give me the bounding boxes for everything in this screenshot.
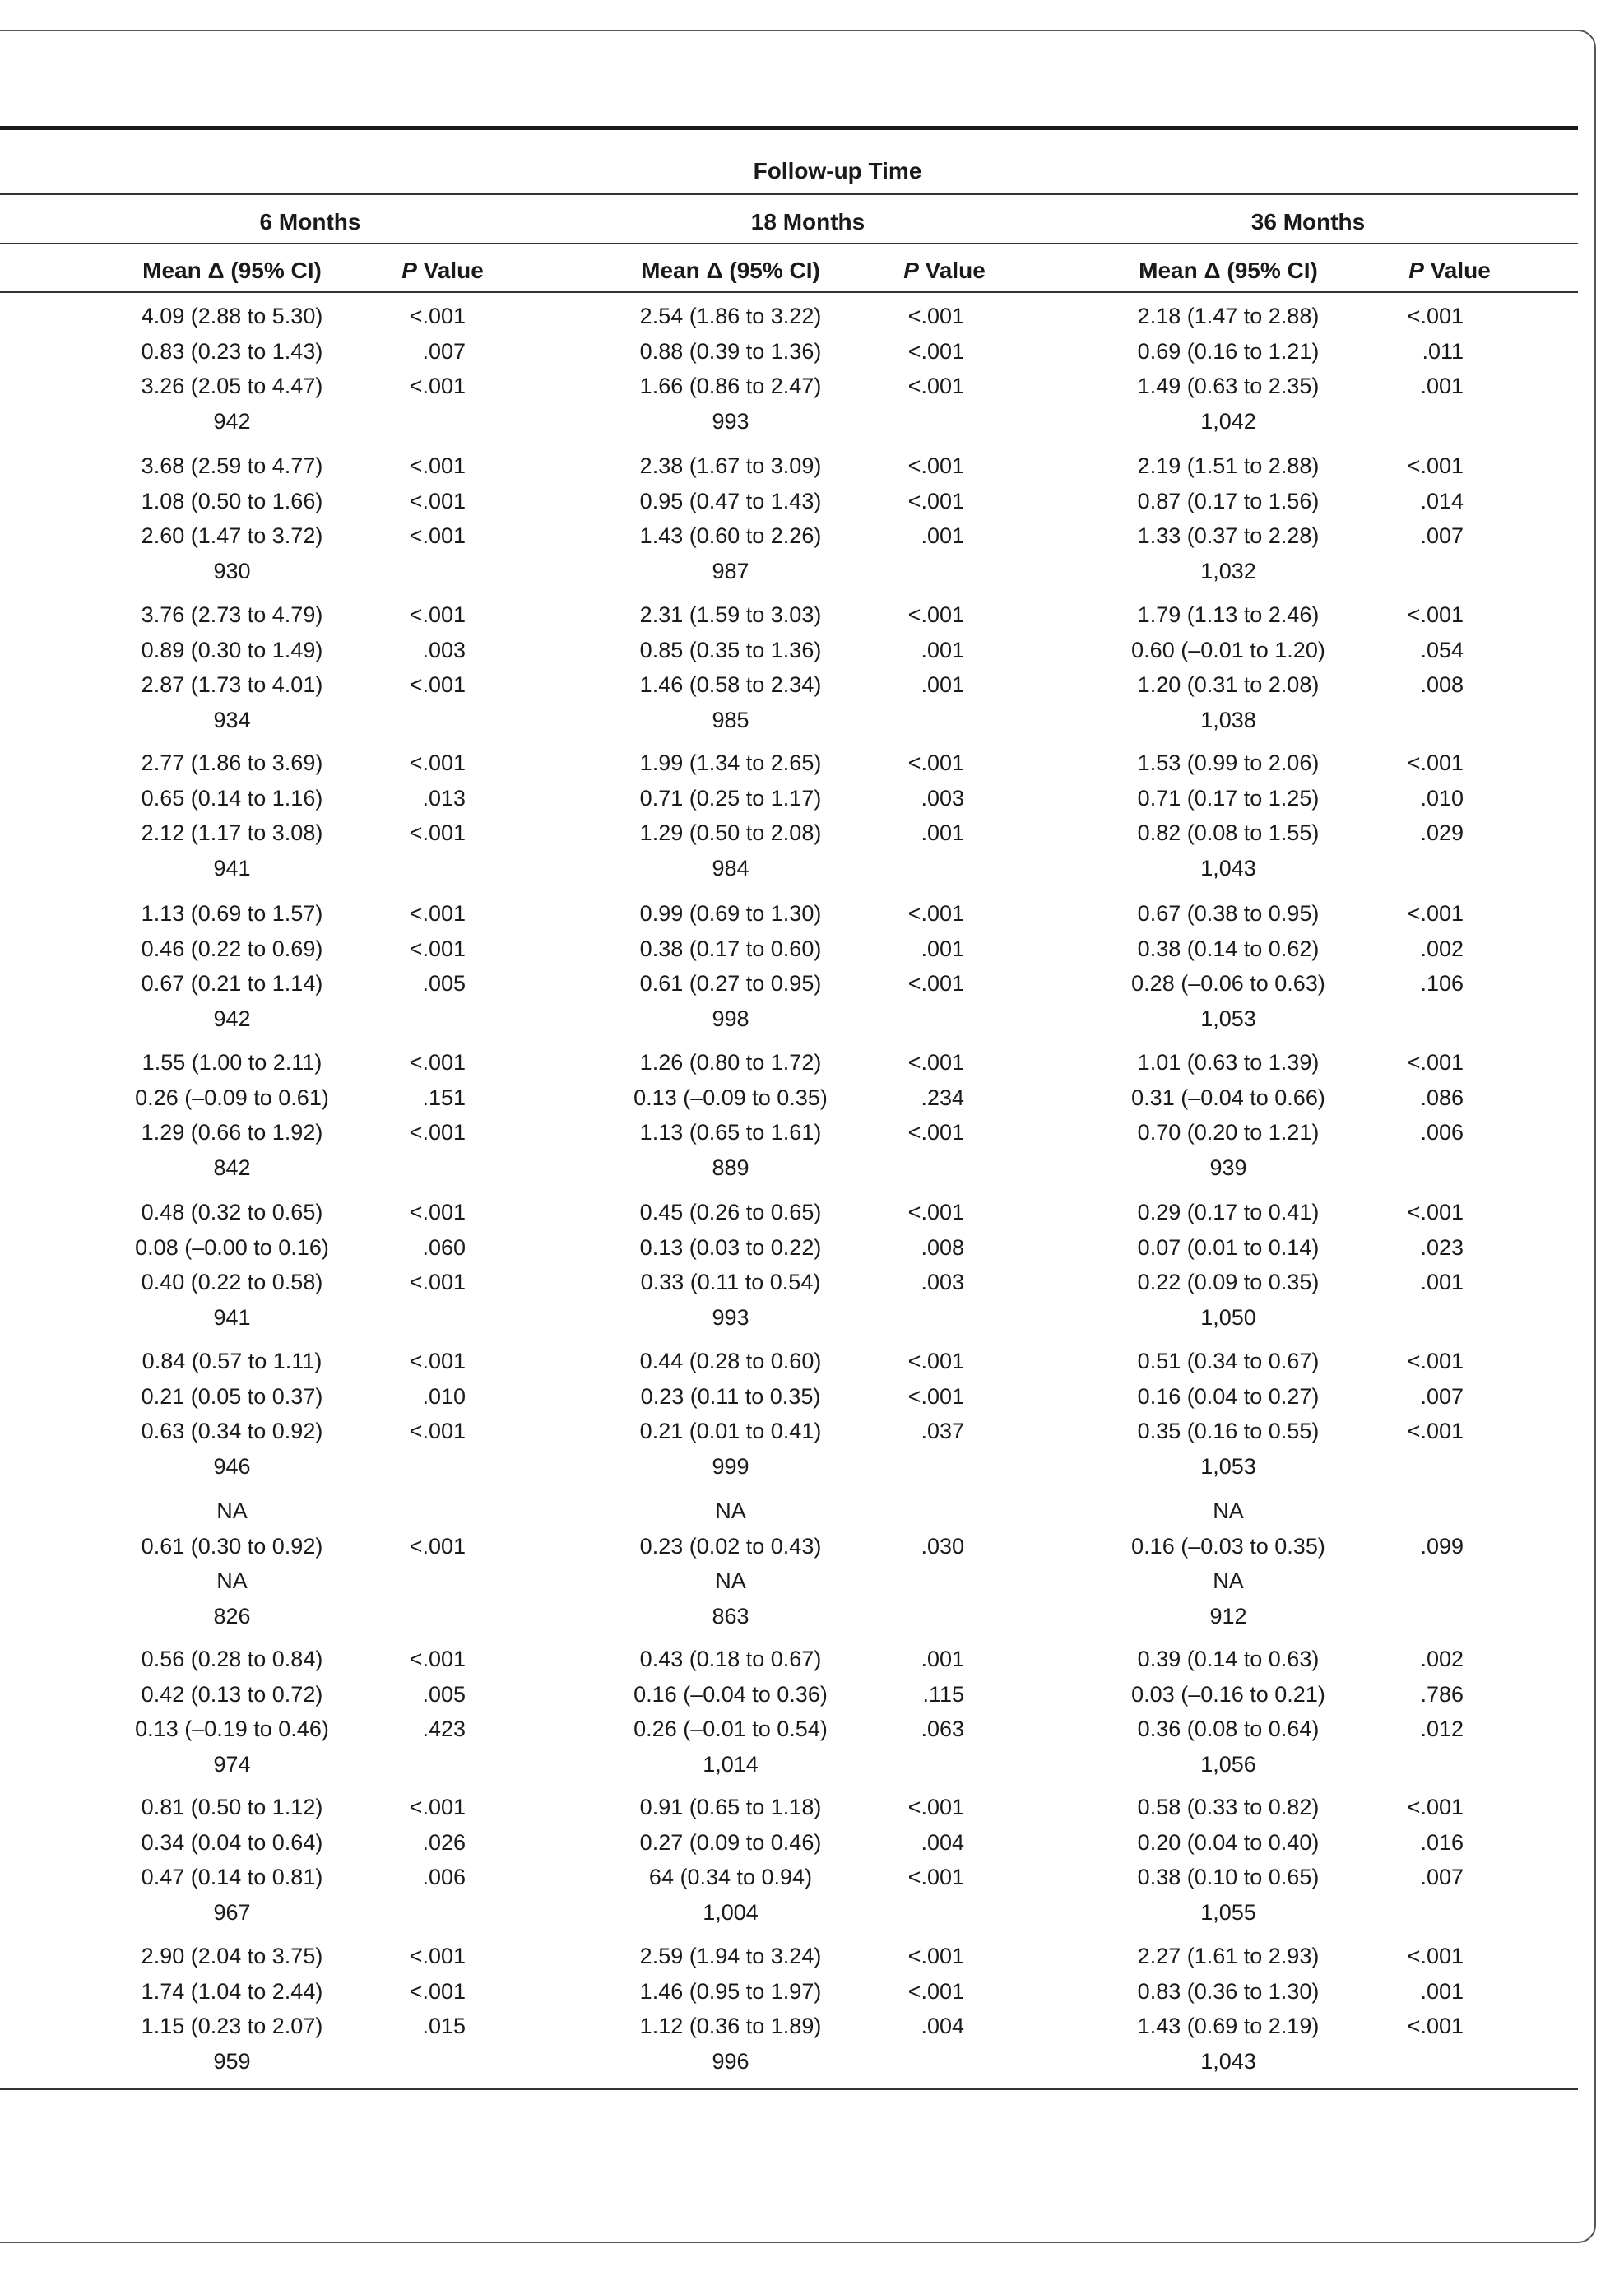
p-value-cell: <.001 bbox=[907, 338, 964, 364]
sample-size-cell: 930 bbox=[213, 558, 251, 583]
mean-ci-cell: 0.42 (0.13 to 0.72) bbox=[141, 1681, 323, 1707]
mean-ci-cell: 0.21 (0.01 to 0.41) bbox=[639, 1419, 822, 1443]
p-value-cell: <.001 bbox=[409, 1978, 466, 2004]
mean-ci-cell: 0.87 (0.17 to 1.56) bbox=[1137, 488, 1320, 513]
p-value-cell: .003 bbox=[422, 637, 466, 662]
p-value-cell: .002 bbox=[1420, 1647, 1464, 1671]
mean-ci-header: Mean Δ (95% CI) bbox=[142, 258, 322, 283]
p-value-cell: <.001 bbox=[409, 488, 466, 513]
period-header-18-months: 18 Months bbox=[750, 209, 865, 235]
mean-ci-cell: 0.71 (0.25 to 1.17) bbox=[639, 785, 822, 811]
p-value-cell: .014 bbox=[1420, 488, 1464, 513]
p-value-cell: <.001 bbox=[1407, 453, 1464, 478]
p-value-cell: .106 bbox=[1420, 971, 1464, 996]
table-top-rule bbox=[0, 126, 1578, 130]
p-value-cell: <.001 bbox=[409, 374, 466, 398]
mean-ci-cell: NA bbox=[715, 1498, 746, 1523]
p-value-cell: <.001 bbox=[409, 1795, 466, 1819]
p-value-cell: <.001 bbox=[409, 304, 466, 328]
mean-ci-cell: 0.89 (0.30 to 1.49) bbox=[141, 637, 323, 662]
mean-ci-cell: 0.71 (0.17 to 1.25) bbox=[1137, 785, 1320, 811]
mean-ci-cell: 0.03 (–0.16 to 0.21) bbox=[1131, 1681, 1325, 1707]
p-italic-label: P bbox=[903, 258, 919, 283]
mean-ci-cell: 0.51 (0.34 to 0.67) bbox=[1137, 1349, 1320, 1373]
p-value-cell: .005 bbox=[422, 1681, 466, 1707]
mean-ci-cell: 0.70 (0.20 to 1.21) bbox=[1137, 1120, 1320, 1145]
mean-ci-cell: 2.18 (1.47 to 2.88) bbox=[1137, 304, 1320, 328]
p-value-cell: .004 bbox=[921, 2014, 964, 2038]
p-value-cell: .037 bbox=[921, 1419, 964, 1443]
sample-size-cell: 1,043 bbox=[1200, 2048, 1256, 2074]
p-value-cell: <.001 bbox=[907, 901, 964, 926]
p-value-cell: .001 bbox=[1420, 1270, 1464, 1294]
p-value-cell: .001 bbox=[921, 637, 964, 662]
p-value-cell: .086 bbox=[1420, 1085, 1464, 1110]
p-value-cell: <.001 bbox=[1407, 2014, 1464, 2038]
mean-ci-cell: 1.33 (0.37 to 2.28) bbox=[1137, 523, 1320, 548]
p-value-cell: .054 bbox=[1420, 637, 1464, 662]
mean-ci-cell: 0.07 (0.01 to 0.14) bbox=[1137, 1234, 1320, 1260]
p-value-cell: .011 bbox=[1422, 338, 1464, 364]
sample-size-cell: 993 bbox=[712, 1304, 749, 1330]
p-value-cell: <.001 bbox=[409, 820, 466, 845]
mean-ci-cell: 0.13 (–0.19 to 0.46) bbox=[135, 1717, 329, 1741]
mean-ci-cell: 0.28 (–0.06 to 0.63) bbox=[1131, 971, 1325, 996]
sample-size-cell: 934 bbox=[213, 707, 251, 732]
p-value-cell: <.001 bbox=[409, 1419, 466, 1443]
p-value-cell: <.001 bbox=[409, 901, 466, 926]
p-value-cell: .423 bbox=[422, 1717, 466, 1741]
period-header-rule bbox=[0, 243, 1578, 244]
mean-ci-cell: 0.33 (0.11 to 0.54) bbox=[640, 1270, 821, 1294]
p-value-cell: <.001 bbox=[1407, 1349, 1464, 1373]
mean-ci-cell: 1.55 (1.00 to 2.11) bbox=[142, 1050, 322, 1075]
p-value-cell: <.001 bbox=[907, 1383, 964, 1409]
p-value-cell: <.001 bbox=[1407, 1050, 1464, 1075]
mean-ci-cell: 0.82 (0.08 to 1.55) bbox=[1137, 820, 1320, 845]
mean-ci-cell: 2.59 (1.94 to 3.24) bbox=[639, 1944, 822, 1968]
mean-ci-cell: 2.54 (1.86 to 3.22) bbox=[639, 304, 822, 328]
mean-ci-cell: 0.13 (–0.09 to 0.35) bbox=[633, 1085, 828, 1110]
p-value-cell: .010 bbox=[422, 1383, 466, 1409]
mean-ci-cell: 0.43 (0.18 to 0.67) bbox=[639, 1647, 822, 1671]
mean-ci-cell: 3.76 (2.73 to 4.79) bbox=[141, 602, 323, 627]
p-value-cell: <.001 bbox=[1407, 304, 1464, 328]
p-value-cell: <.001 bbox=[409, 453, 466, 478]
p-value-cell: .015 bbox=[422, 2014, 466, 2038]
p-value-cell: <.001 bbox=[409, 1200, 466, 1224]
mean-ci-cell: 0.58 (0.33 to 0.82) bbox=[1137, 1795, 1320, 1819]
p-value-cell: .063 bbox=[921, 1717, 964, 1741]
p-value-cell: <.001 bbox=[409, 523, 466, 548]
mean-ci-cell: 2.60 (1.47 to 3.72) bbox=[141, 523, 323, 548]
p-value-cell: .012 bbox=[1420, 1717, 1464, 1741]
mean-ci-cell: 0.34 (0.04 to 0.64) bbox=[141, 1829, 323, 1855]
mean-ci-cell: 1.12 (0.36 to 1.89) bbox=[639, 2014, 822, 2038]
mean-ci-cell: 1.20 (0.31 to 2.08) bbox=[1137, 672, 1320, 697]
sample-size-cell: 967 bbox=[213, 1899, 251, 1925]
p-value-cell: <.001 bbox=[409, 672, 466, 697]
p-value-cell: .001 bbox=[921, 820, 964, 845]
sample-size-cell: 987 bbox=[712, 558, 749, 583]
mean-ci-cell: 1.46 (0.95 to 1.97) bbox=[639, 1978, 822, 2004]
mean-ci-cell: 0.84 (0.57 to 1.11) bbox=[142, 1349, 322, 1373]
p-value-cell: <.001 bbox=[409, 1349, 466, 1373]
column-header-rule bbox=[0, 291, 1578, 293]
mean-ci-cell: 1.08 (0.50 to 1.66) bbox=[141, 488, 323, 513]
p-value-cell: .030 bbox=[921, 1533, 964, 1559]
sample-size-cell: 946 bbox=[213, 1453, 251, 1479]
mean-ci-cell: 0.83 (0.23 to 1.43) bbox=[141, 338, 323, 364]
p-value-cell: .001 bbox=[921, 1647, 964, 1671]
sample-size-cell: 999 bbox=[712, 1453, 749, 1479]
mean-ci-cell: NA bbox=[1213, 1498, 1244, 1523]
sample-size-cell: 984 bbox=[712, 855, 749, 880]
p-value-cell: .006 bbox=[1420, 1120, 1464, 1145]
p-value-cell: .007 bbox=[1420, 1383, 1464, 1409]
p-value-cell: .002 bbox=[1420, 936, 1464, 961]
sample-size-cell: 996 bbox=[712, 2048, 749, 2074]
follow-up-time-header: Follow-up Time bbox=[753, 158, 922, 184]
mean-ci-cell: 2.87 (1.73 to 4.01) bbox=[141, 672, 323, 697]
p-value-header bbox=[401, 258, 484, 284]
mean-ci-cell: 0.31 (–0.04 to 0.66) bbox=[1131, 1085, 1325, 1110]
mean-ci-cell: 0.20 (0.04 to 0.40) bbox=[1137, 1829, 1320, 1855]
mean-ci-cell: 2.12 (1.17 to 3.08) bbox=[141, 820, 323, 845]
mean-ci-cell: 0.88 (0.39 to 1.36) bbox=[639, 338, 822, 364]
period-header-6-months: 6 Months bbox=[259, 209, 361, 235]
mean-ci-cell: 2.38 (1.67 to 3.09) bbox=[639, 453, 822, 478]
mean-ci-cell: 0.44 (0.28 to 0.60) bbox=[639, 1349, 822, 1373]
sample-size-cell: 1,055 bbox=[1200, 1899, 1256, 1925]
p-value-cell: <.001 bbox=[409, 602, 466, 627]
p-value-cell: .026 bbox=[422, 1829, 466, 1855]
mean-ci-cell: 1.46 (0.58 to 2.34) bbox=[639, 672, 822, 697]
mean-ci-cell: 2.77 (1.86 to 3.69) bbox=[141, 750, 323, 775]
sample-size-cell: 1,053 bbox=[1200, 1453, 1256, 1479]
p-value-cell: <.001 bbox=[1407, 750, 1464, 775]
mean-ci-cell: 1.43 (0.69 to 2.19) bbox=[1137, 2014, 1320, 2038]
p-value-label: Value bbox=[1423, 258, 1491, 283]
mean-ci-cell: 0.38 (0.14 to 0.62) bbox=[1137, 936, 1320, 961]
p-value-cell: <.001 bbox=[409, 936, 466, 961]
p-value-cell: .003 bbox=[921, 1270, 964, 1294]
mean-ci-cell: 1.01 (0.63 to 1.39) bbox=[1137, 1050, 1320, 1075]
p-value-cell: <.001 bbox=[1407, 602, 1464, 627]
mean-ci-header: Mean Δ (95% CI) bbox=[1139, 258, 1318, 283]
p-value-cell: <.001 bbox=[907, 602, 964, 627]
mean-ci-cell: 1.15 (0.23 to 2.07) bbox=[141, 2014, 323, 2038]
p-value-cell: <.001 bbox=[907, 1349, 964, 1373]
table-bottom-rule bbox=[0, 2088, 1578, 2090]
p-value-cell: .029 bbox=[1420, 820, 1464, 845]
mean-ci-cell: 0.99 (0.69 to 1.30) bbox=[639, 901, 822, 926]
mean-ci-cell: 0.61 (0.30 to 0.92) bbox=[141, 1533, 323, 1559]
sample-size-cell: 941 bbox=[213, 1304, 251, 1330]
mean-ci-cell: 1.29 (0.50 to 2.08) bbox=[639, 820, 822, 845]
p-value-cell: <.001 bbox=[1407, 1795, 1464, 1819]
sample-size-cell: 942 bbox=[213, 1006, 251, 1031]
p-value-cell: <.001 bbox=[907, 1944, 964, 1968]
mean-ci-cell: 2.31 (1.59 to 3.03) bbox=[639, 602, 822, 627]
sample-size-cell: 863 bbox=[712, 1603, 749, 1628]
mean-ci-cell: 1.29 (0.66 to 1.92) bbox=[141, 1120, 323, 1145]
mean-ci-cell: 0.69 (0.16 to 1.21) bbox=[1137, 338, 1320, 364]
mean-ci-cell: 0.46 (0.22 to 0.69) bbox=[141, 936, 323, 961]
p-value-cell: <.001 bbox=[1407, 1419, 1464, 1443]
mean-ci-cell: 1.13 (0.65 to 1.61) bbox=[639, 1120, 822, 1145]
mean-ci-cell: 1.74 (1.04 to 2.44) bbox=[141, 1978, 323, 2004]
p-value-cell: .001 bbox=[921, 523, 964, 548]
mean-ci-cell: 0.21 (0.05 to 0.37) bbox=[141, 1383, 323, 1409]
sample-size-cell: 842 bbox=[213, 1155, 251, 1180]
sample-size-cell: 1,038 bbox=[1200, 707, 1256, 732]
p-value-cell: <.001 bbox=[409, 1647, 466, 1671]
mean-ci-cell: 1.53 (0.99 to 2.06) bbox=[1137, 750, 1320, 775]
period-header-36-months: 36 Months bbox=[1250, 209, 1366, 235]
p-value-header bbox=[1408, 258, 1491, 284]
p-value-header bbox=[903, 258, 986, 284]
p-value-cell: .234 bbox=[921, 1085, 964, 1110]
sample-size-cell: 993 bbox=[712, 408, 749, 434]
mean-ci-header: Mean Δ (95% CI) bbox=[641, 258, 820, 283]
p-value-cell: .001 bbox=[1420, 374, 1464, 398]
mean-ci-cell: 0.40 (0.22 to 0.58) bbox=[141, 1270, 323, 1294]
mean-ci-cell: 0.63 (0.34 to 0.92) bbox=[141, 1419, 323, 1443]
p-value-cell: <.001 bbox=[1407, 1200, 1464, 1224]
mean-ci-cell: 2.27 (1.61 to 2.93) bbox=[1137, 1944, 1320, 1968]
mean-ci-cell: NA bbox=[1213, 1568, 1244, 1593]
sample-size-cell: 1,053 bbox=[1200, 1006, 1256, 1031]
p-value-cell: <.001 bbox=[907, 453, 964, 478]
mean-ci-cell: 0.60 (–0.01 to 1.20) bbox=[1131, 637, 1325, 662]
mean-ci-cell: 0.22 (0.09 to 0.35) bbox=[1137, 1270, 1320, 1294]
mean-ci-cell: 0.13 (0.03 to 0.22) bbox=[639, 1234, 822, 1260]
mean-ci-cell: NA bbox=[216, 1498, 248, 1523]
p-value-cell: <.001 bbox=[907, 971, 964, 996]
mean-ci-cell: 0.23 (0.11 to 0.35) bbox=[640, 1383, 821, 1409]
mean-ci-cell: 0.45 (0.26 to 0.65) bbox=[639, 1200, 822, 1224]
sample-size-cell: 942 bbox=[213, 408, 251, 434]
sample-size-cell: 985 bbox=[712, 707, 749, 732]
p-value-cell: <.001 bbox=[409, 1270, 466, 1294]
p-value-cell: .001 bbox=[921, 672, 964, 697]
mean-ci-cell: 0.16 (0.04 to 0.27) bbox=[1137, 1383, 1320, 1409]
p-value-label: Value bbox=[416, 258, 484, 283]
mean-ci-cell: 0.27 (0.09 to 0.46) bbox=[639, 1829, 822, 1855]
sample-size-cell: 939 bbox=[1209, 1155, 1247, 1180]
mean-ci-cell: 3.68 (2.59 to 4.77) bbox=[141, 453, 323, 478]
p-value-cell: <.001 bbox=[1407, 1944, 1464, 1968]
p-value-cell: <.001 bbox=[907, 750, 964, 775]
mean-ci-cell: 1.79 (1.13 to 2.46) bbox=[1137, 602, 1320, 627]
p-value-cell: <.001 bbox=[409, 1944, 466, 1968]
p-value-cell: .001 bbox=[921, 936, 964, 961]
p-value-cell: .013 bbox=[422, 785, 466, 811]
mean-ci-cell: 0.67 (0.21 to 1.14) bbox=[141, 971, 323, 996]
sample-size-cell: 1,050 bbox=[1200, 1304, 1256, 1330]
mean-ci-cell: 0.16 (–0.03 to 0.35) bbox=[1131, 1533, 1325, 1559]
p-value-cell: <.001 bbox=[907, 1978, 964, 2004]
mean-ci-cell: 0.83 (0.36 to 1.30) bbox=[1137, 1978, 1320, 2004]
mean-ci-cell: 1.66 (0.86 to 2.47) bbox=[639, 374, 822, 398]
mean-ci-cell: NA bbox=[216, 1568, 248, 1593]
sample-size-cell: 1,056 bbox=[1200, 1751, 1256, 1777]
p-value-cell: .786 bbox=[1420, 1681, 1464, 1707]
sample-size-cell: 889 bbox=[712, 1155, 749, 1180]
p-value-label: Value bbox=[918, 258, 986, 283]
mean-ci-cell: 0.35 (0.16 to 0.55) bbox=[1137, 1419, 1320, 1443]
mean-ci-cell: 1.13 (0.69 to 1.57) bbox=[141, 901, 323, 926]
mean-ci-cell: 0.23 (0.02 to 0.43) bbox=[639, 1533, 822, 1559]
mean-ci-cell: 0.65 (0.14 to 1.16) bbox=[141, 785, 323, 811]
mean-ci-cell: 1.43 (0.60 to 2.26) bbox=[639, 523, 822, 548]
p-value-cell: .060 bbox=[422, 1234, 466, 1260]
p-value-cell: .010 bbox=[1420, 785, 1464, 811]
sample-size-cell: 959 bbox=[213, 2048, 251, 2074]
p-value-cell: .016 bbox=[1420, 1829, 1464, 1855]
mean-ci-cell: 64 (0.34 to 0.94) bbox=[648, 1865, 813, 1889]
p-value-cell: <.001 bbox=[409, 1050, 466, 1075]
mean-ci-cell: 1.26 (0.80 to 1.72) bbox=[639, 1050, 822, 1075]
p-value-cell: .151 bbox=[422, 1085, 466, 1110]
p-value-cell: <.001 bbox=[907, 488, 964, 513]
mean-ci-cell: 0.61 (0.27 to 0.95) bbox=[639, 971, 822, 996]
mean-ci-cell: 1.99 (1.34 to 2.65) bbox=[639, 750, 822, 775]
p-value-cell: .003 bbox=[921, 785, 964, 811]
p-value-cell: .005 bbox=[422, 971, 466, 996]
mean-ci-cell: 0.36 (0.08 to 0.64) bbox=[1137, 1717, 1320, 1741]
p-value-cell: .007 bbox=[422, 338, 466, 364]
mean-ci-cell: 0.29 (0.17 to 0.41) bbox=[1137, 1200, 1320, 1224]
mean-ci-cell: 1.49 (0.63 to 2.35) bbox=[1137, 374, 1320, 398]
sample-size-cell: 912 bbox=[1209, 1603, 1247, 1628]
p-value-cell: <.001 bbox=[907, 1050, 964, 1075]
p-value-cell: <.001 bbox=[907, 1865, 964, 1889]
mean-ci-cell: 0.48 (0.32 to 0.65) bbox=[141, 1200, 323, 1224]
mean-ci-cell: 0.39 (0.14 to 0.63) bbox=[1137, 1647, 1320, 1671]
p-value-cell: .004 bbox=[921, 1829, 964, 1855]
p-value-cell: <.001 bbox=[409, 1533, 466, 1559]
p-value-cell: .008 bbox=[921, 1234, 964, 1260]
mean-ci-cell: 0.08 (–0.00 to 0.16) bbox=[135, 1234, 329, 1260]
sample-size-cell: 974 bbox=[213, 1751, 251, 1777]
mean-ci-cell: 2.90 (2.04 to 3.75) bbox=[141, 1944, 323, 1968]
p-value-cell: <.001 bbox=[907, 1120, 964, 1145]
mean-ci-cell: 0.91 (0.65 to 1.18) bbox=[639, 1795, 822, 1819]
mean-ci-cell: 0.26 (–0.09 to 0.61) bbox=[135, 1085, 329, 1110]
mean-ci-cell: 4.09 (2.88 to 5.30) bbox=[141, 304, 323, 328]
mean-ci-cell: 0.26 (–0.01 to 0.54) bbox=[633, 1717, 828, 1741]
p-value-cell: <.001 bbox=[907, 1200, 964, 1224]
sample-size-cell: 941 bbox=[213, 855, 251, 880]
sample-size-cell: 1,042 bbox=[1200, 408, 1256, 434]
p-value-cell: .007 bbox=[1420, 523, 1464, 548]
mean-ci-cell: 0.56 (0.28 to 0.84) bbox=[141, 1647, 323, 1671]
group-header-rule bbox=[0, 193, 1578, 195]
mean-ci-cell: 2.19 (1.51 to 2.88) bbox=[1137, 453, 1320, 478]
mean-ci-cell: 0.16 (–0.04 to 0.36) bbox=[633, 1681, 828, 1707]
sample-size-cell: 1,004 bbox=[703, 1899, 759, 1925]
p-value-cell: <.001 bbox=[1407, 901, 1464, 926]
p-value-cell: .008 bbox=[1420, 672, 1464, 697]
mean-ci-cell: 0.38 (0.17 to 0.60) bbox=[639, 936, 822, 961]
mean-ci-cell: NA bbox=[715, 1568, 746, 1593]
p-value-cell: <.001 bbox=[409, 750, 466, 775]
mean-ci-cell: 0.67 (0.38 to 0.95) bbox=[1137, 901, 1320, 926]
p-italic-label: P bbox=[1408, 258, 1424, 283]
p-value-cell: <.001 bbox=[907, 374, 964, 398]
p-value-cell: .115 bbox=[922, 1681, 964, 1707]
p-value-cell: <.001 bbox=[907, 304, 964, 328]
p-value-cell: <.001 bbox=[907, 1795, 964, 1819]
mean-ci-cell: 0.47 (0.14 to 0.81) bbox=[141, 1865, 323, 1889]
p-value-cell: .023 bbox=[1420, 1234, 1464, 1260]
p-value-cell: .001 bbox=[1420, 1978, 1464, 2004]
p-value-cell: .007 bbox=[1420, 1865, 1464, 1889]
sample-size-cell: 998 bbox=[712, 1006, 749, 1031]
mean-ci-cell: 3.26 (2.05 to 4.47) bbox=[141, 374, 323, 398]
sample-size-cell: 1,032 bbox=[1200, 558, 1256, 583]
mean-ci-cell: 0.81 (0.50 to 1.12) bbox=[141, 1795, 323, 1819]
sample-size-cell: 826 bbox=[213, 1603, 251, 1628]
p-italic-label: P bbox=[401, 258, 417, 283]
p-value-cell: .006 bbox=[422, 1865, 466, 1889]
p-value-cell: <.001 bbox=[409, 1120, 466, 1145]
mean-ci-cell: 0.95 (0.47 to 1.43) bbox=[639, 488, 822, 513]
sample-size-cell: 1,014 bbox=[703, 1751, 759, 1777]
mean-ci-cell: 0.38 (0.10 to 0.65) bbox=[1137, 1865, 1320, 1889]
p-value-cell: .099 bbox=[1420, 1533, 1464, 1559]
sample-size-cell: 1,043 bbox=[1200, 855, 1256, 880]
mean-ci-cell: 0.85 (0.35 to 1.36) bbox=[639, 637, 822, 662]
